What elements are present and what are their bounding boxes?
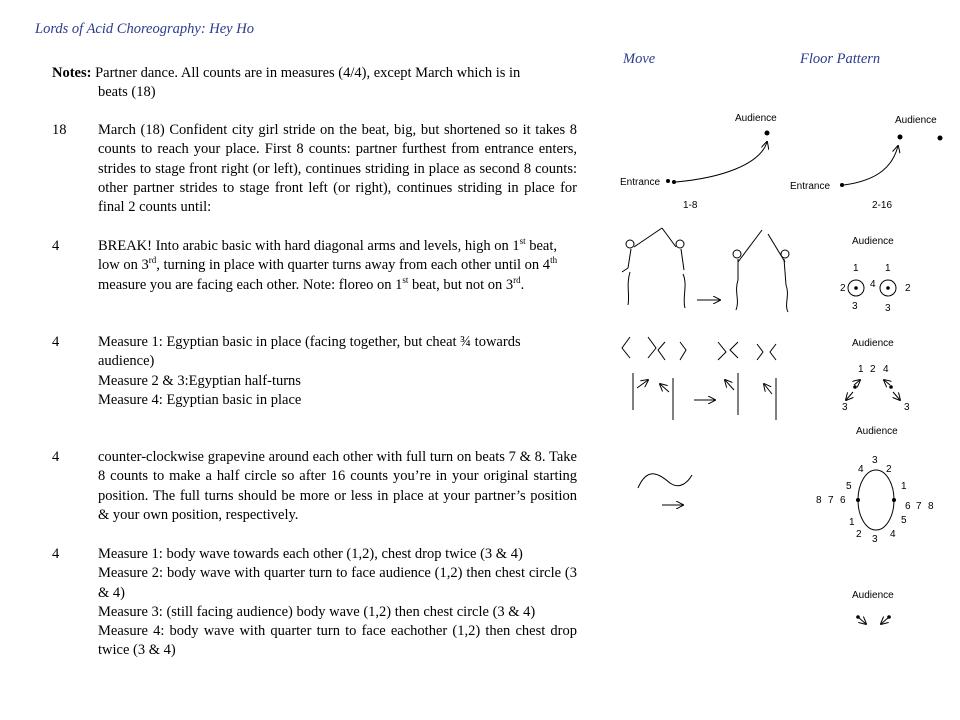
- egyptian-move-figures: [622, 337, 776, 420]
- entry-march: [52, 121, 577, 217]
- count-label: 2-16: [872, 200, 893, 211]
- entrance-label: Entrance: [620, 177, 661, 188]
- svg-text:3: 3: [904, 402, 910, 413]
- svg-text:3: 3: [842, 402, 848, 413]
- svg-text:7: 7: [916, 501, 922, 512]
- svg-text:4: 4: [890, 529, 896, 540]
- entry-text: Measure 1: body wave towards each other (1,2), chest drop twice (3 & 4): [98, 546, 523, 562]
- svg-text:1: 1: [853, 263, 859, 274]
- svg-text:6: 6: [905, 501, 911, 512]
- svg-text:6: 6: [840, 495, 846, 506]
- break-move-figures: [622, 228, 789, 312]
- march-diagram-2-16: [790, 115, 943, 211]
- audience-label: Audience: [856, 426, 898, 437]
- grapevine-move-figures: [638, 474, 692, 505]
- entry-count: 4: [52, 449, 60, 465]
- svg-text:3: 3: [872, 534, 878, 545]
- svg-text:4: 4: [870, 279, 876, 290]
- entry-text: Measure 4: body wave with quarter turn to face eachother (1,2) then chest drop twice (3 & 4): [98, 623, 577, 659]
- move-column-header: Move: [623, 51, 656, 67]
- svg-text:8: 8: [928, 501, 934, 512]
- path-arrow: [676, 142, 767, 182]
- audience-label: Audience: [895, 115, 937, 126]
- svg-text:3: 3: [872, 455, 878, 466]
- egyptian-floor-pattern: [842, 338, 910, 413]
- svg-text:1: 1: [901, 481, 907, 492]
- entry-text: Measure 2 & 3:Egyptian half-turns: [98, 372, 301, 389]
- entrance-label: Entrance: [790, 181, 831, 192]
- entry-text: Measure 4: Egyptian basic in place: [98, 391, 302, 408]
- svg-text:1: 1: [885, 263, 891, 274]
- path-arrow: [844, 146, 898, 185]
- entry-text: March (18) Confident city girl stride on the beat, big, but shortened so it takes 8 counts to reach your place. First 8 counts: partner furthest from entrance enters, strides to stage front right (or left), continues striding in place as second 8 counts: other partner strides to stage front left (or right), continues striding in place for final 2 counts until:: [98, 122, 577, 216]
- notes-line2: beats (18): [98, 84, 156, 100]
- dancer-dot: [672, 180, 676, 184]
- entry-bodywave: [52, 545, 577, 661]
- svg-text:7: 7: [828, 495, 834, 506]
- notes-label: Notes:: [52, 65, 92, 81]
- svg-text:8: 8: [816, 495, 822, 506]
- svg-text:2: 2: [856, 529, 862, 540]
- break-floor-pattern: [840, 236, 911, 314]
- dancer-dot: [840, 183, 844, 187]
- svg-text:2: 2: [870, 364, 876, 375]
- svg-text:5: 5: [901, 515, 907, 526]
- page-title: Lords of Acid Choreography: Hey Ho: [35, 21, 254, 37]
- svg-text:4: 4: [883, 364, 889, 375]
- entry-egyptian: [52, 333, 577, 410]
- notes-line1: Partner dance. All counts are in measures (4/4), except March which is in: [91, 65, 521, 81]
- svg-text:1: 1: [849, 517, 855, 528]
- svg-text:2: 2: [886, 464, 892, 475]
- svg-text:3: 3: [852, 301, 858, 312]
- entry-text: Measure 3: (still facing audience) body wave (1,2) then chest circle (3 & 4): [98, 603, 536, 620]
- entry-count: 4: [52, 546, 60, 562]
- march-diagram-1-8: [620, 113, 777, 211]
- entry-count: 4: [52, 238, 60, 254]
- dancer-dot: [938, 136, 943, 141]
- entry-count: 18: [52, 122, 67, 138]
- notes-block: [52, 64, 577, 102]
- entry-break: [52, 237, 577, 295]
- entry-count: 4: [52, 334, 60, 350]
- bodywave-floor-pattern: [852, 590, 894, 624]
- dancer-dot: [898, 135, 903, 140]
- entry-grapevine: [52, 448, 577, 525]
- svg-text:5: 5: [846, 481, 852, 492]
- dancer-dot: [765, 131, 770, 136]
- entry-text: BREAK! Into arabic basic with hard diagonal arms and levels, high on 1st beat, low on 3rd, turning in place with quarter turns away from each other until on 4th measure you are facing each other. Note: floreo on 1st beat, but not on 3rd.: [98, 236, 558, 293]
- audience-label: Audience: [852, 236, 894, 247]
- audience-label: Audience: [852, 338, 894, 349]
- audience-label: Audience: [735, 113, 777, 124]
- svg-text:4: 4: [858, 464, 864, 475]
- entry-text: Measure 1: Egyptian basic in place (facing together, but cheat ¾ towards audience): [98, 334, 521, 370]
- entry-text: Measure 2: body wave with quarter turn to face audience (1,2) then chest circle (3 & 4): [98, 565, 577, 601]
- svg-text:2: 2: [840, 283, 846, 294]
- grapevine-floor-pattern: [816, 426, 934, 545]
- audience-label: Audience: [852, 590, 894, 601]
- floor-pattern-column-header: Floor Pattern: [800, 51, 881, 67]
- dancer-dot: [666, 179, 670, 183]
- entry-text: counter-clockwise grapevine around each other with full turn on beats 7 & 8. Take 8 counts to make a half circle so after 16 counts you’re in your original starting position. The full turns should be more or less in place at your partner’s position & your own position, respectively.: [98, 449, 577, 523]
- count-label: 1-8: [683, 200, 698, 211]
- svg-text:1: 1: [858, 364, 864, 375]
- svg-text:2: 2: [905, 283, 911, 294]
- svg-text:3: 3: [885, 303, 891, 314]
